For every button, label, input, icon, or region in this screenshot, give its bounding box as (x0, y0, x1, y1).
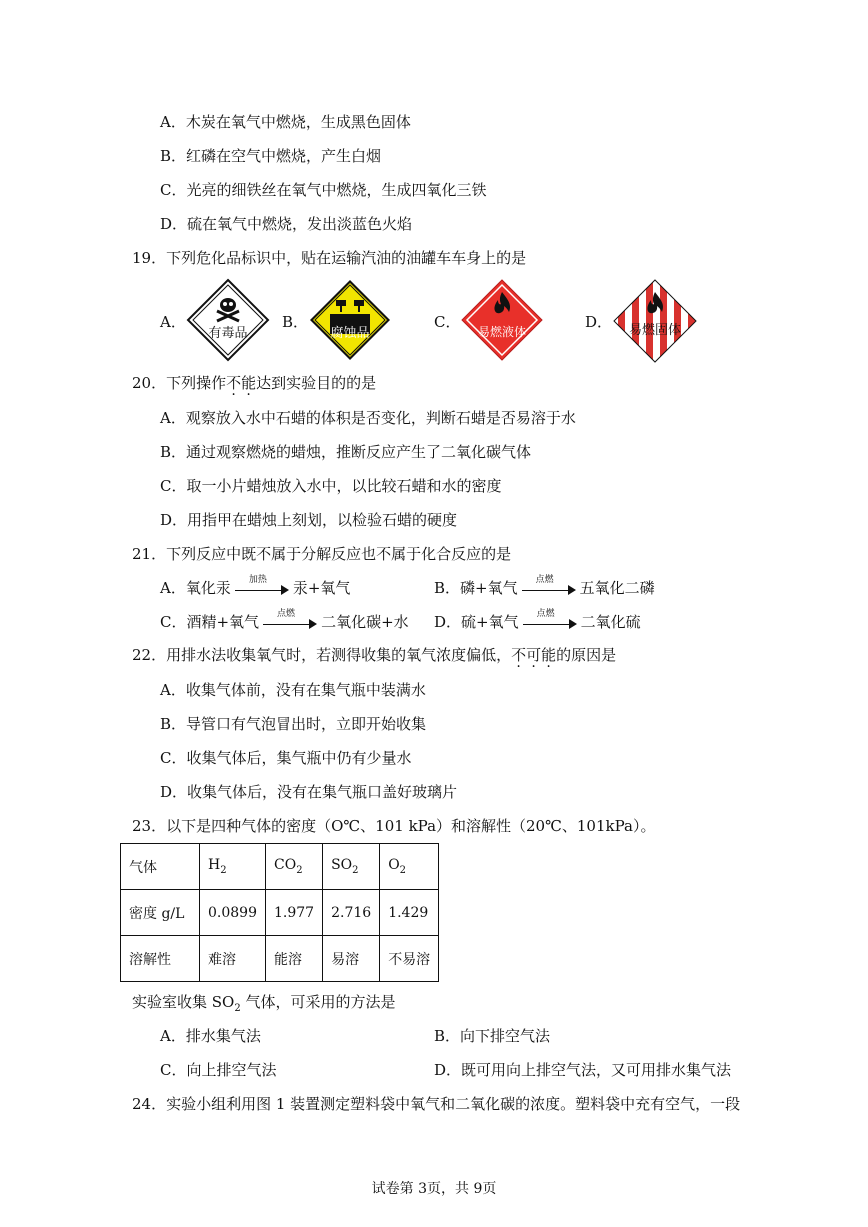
table-cell: 难溶 (200, 936, 266, 982)
q19-sign-flammable-solid-label: 易燃固体 (628, 323, 681, 338)
table-cell: 1.429 (380, 890, 439, 936)
page-footer: 试卷第 3页，共 9页 (371, 1181, 497, 1197)
q19-sign-flammable-liquid-label: 易燃液体 (477, 325, 526, 339)
q21-option-c: C．酒精+氧气 点燃 二氧化碳+水 (160, 609, 409, 631)
q23-option-b: B．向下排空气法 (434, 1027, 551, 1045)
gas-properties-table (120, 843, 439, 982)
q21-option-b: B．磷+氧气 点燃 五氧化二磷 (434, 575, 655, 597)
q19-letter-d: D． (585, 313, 613, 331)
table-cell: 1.977 (266, 890, 323, 936)
table-cell: $O_2$ (380, 844, 439, 890)
reaction-arrow: 点燃 (261, 613, 319, 633)
table-row (121, 890, 439, 936)
q19-sign-corrosive (308, 278, 392, 366)
q22-stem: 22．用排水法收集氧气时，若测得收集的氧气浓度偏低，不可能的原因是 (132, 646, 617, 664)
q19-letter-c: C． (434, 313, 461, 331)
table-row (121, 844, 439, 890)
table-cell: $H_2$ (200, 844, 266, 890)
q21-option-a: A．氧化汞 加热 汞+氧气 (160, 575, 351, 597)
table-cell: 密度 g/L (121, 890, 200, 936)
table-cell: $SO_2$ (323, 844, 380, 890)
table-cell: 易溶 (323, 936, 380, 982)
table-cell: 2.716 (323, 890, 380, 936)
q23-option-c: C．向上排空气法 (160, 1061, 277, 1079)
q22-option-c: C．收集气体后，集气瓶中仍有少量水 (160, 749, 412, 767)
q23-stem: 23．以下是四种气体的密度（O℃、101 kPa）和溶解性（20℃、101kPa）。 (132, 817, 656, 835)
q21-option-d: D．硫+氧气 点燃 二氧化硫 (434, 609, 641, 631)
table-cell: 不易溶 (380, 936, 439, 982)
q22-option-a: A．收集气体前，没有在集气瓶中装满水 (160, 681, 426, 699)
q19-sign-toxic (186, 278, 270, 366)
q20-option-a: A．观察放入水中石蜡的体积是否变化，判断石蜡是否易溶于水 (160, 409, 576, 427)
q22-option-b: B．导管口有气泡冒出时，立即开始收集 (160, 715, 427, 733)
q22-option-d: D．收集气体后，没有在集气瓶口盖好玻璃片 (160, 783, 458, 801)
table-cell: 气体 (121, 844, 200, 890)
reaction-arrow: 加热 (233, 579, 291, 599)
q18-option-d: D．硫在氧气中燃烧，发出淡蓝色火焰 (160, 215, 413, 233)
q20-stem: 20．下列操作不能达到实验目的的是 (132, 374, 377, 392)
q18-option-a: A．木炭在氧气中燃烧，生成黑色固体 (160, 113, 411, 131)
q23-option-d: D．既可用向上排空气法，又可用排水集气法 (434, 1061, 732, 1079)
q18-option-b: B．红磷在空气中燃烧，产生白烟 (160, 147, 382, 165)
q20-option-b: B．通过观察燃烧的蜡烛，推断反应产生了二氧化碳气体 (160, 443, 532, 461)
reaction-arrow: 点燃 (521, 613, 579, 633)
q24-stem: 24．实验小组利用图 1 装置测定塑料袋中氧气和二氧化碳的浓度。塑料袋中充有空气，一段 (132, 1095, 741, 1113)
q18-option-c: C．光亮的细铁丝在氧气中燃烧，生成四氧化三铁 (160, 181, 487, 199)
reaction-arrow: 点燃 (520, 579, 578, 599)
q19-sign-toxic-label: 有毒品 (208, 326, 248, 341)
q20-option-c: C．取一小片蜡烛放入水中，以比较石蜡和水的密度 (160, 477, 502, 495)
q21-stem: 21．下列反应中既不属于分解反应也不属于化合反应的是 (132, 545, 512, 563)
q19-stem: 19．下列危化品标识中，贴在运输汽油的油罐车车身上的是 (132, 249, 527, 267)
q19-letter-a: A． (160, 313, 186, 331)
table-row (121, 936, 439, 982)
table-cell: $CO_2$ (266, 844, 323, 890)
q19-sign-corrosive-label: 腐蚀品 (330, 326, 370, 341)
q20-option-d: D．用指甲在蜡烛上刻划，以检验石蜡的硬度 (160, 511, 458, 529)
q23-question: 实验室收集 $SO_2$ 气体，可采用的方法是 (132, 993, 396, 1014)
table-cell: 0.0899 (200, 890, 266, 936)
q19-letter-b: B． (282, 313, 309, 331)
q23-option-a: A．排水集气法 (160, 1027, 261, 1045)
table-cell: 溶解性 (121, 936, 200, 982)
table-cell: 能溶 (266, 936, 323, 982)
